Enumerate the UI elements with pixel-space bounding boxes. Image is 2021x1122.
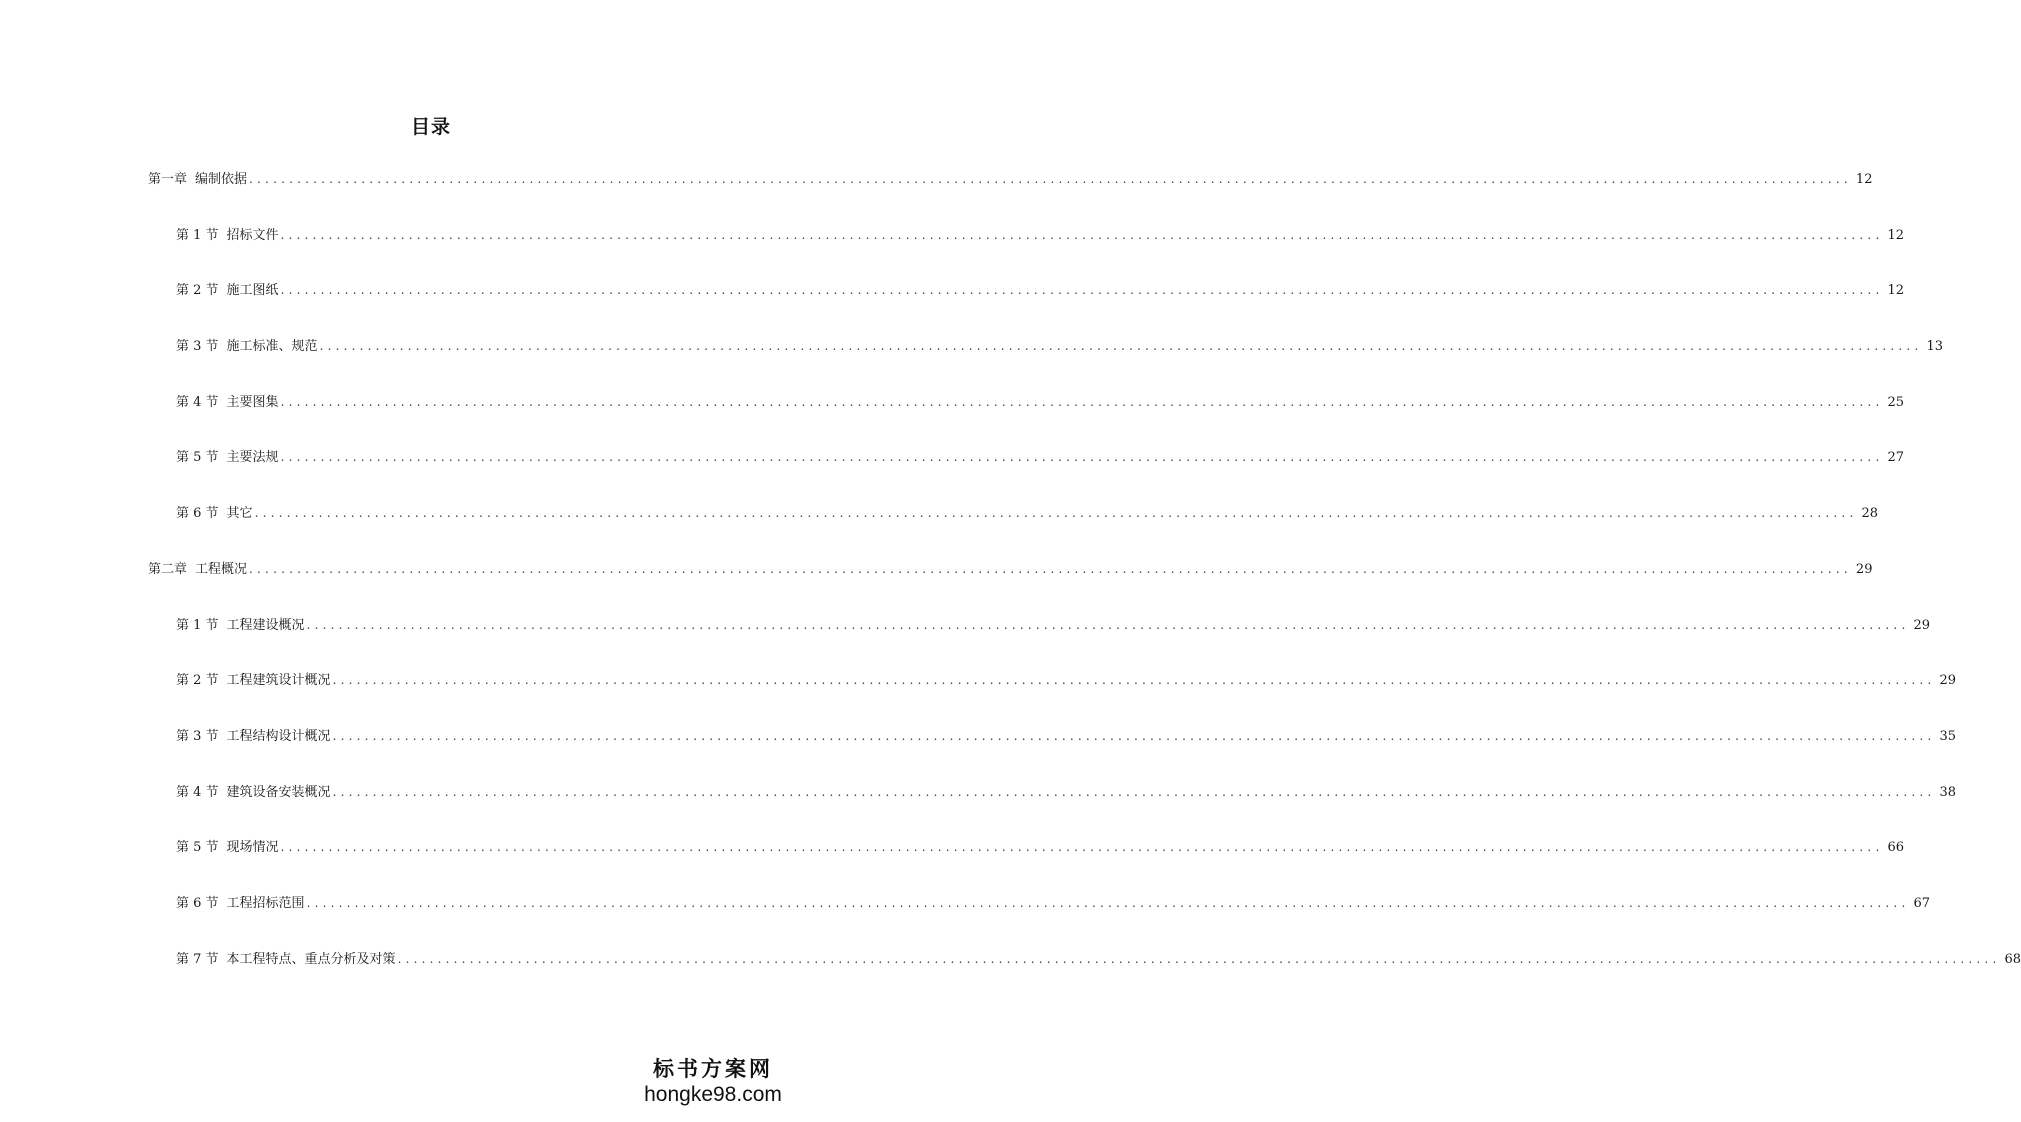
toc-entry-section[interactable]: [148, 448, 1904, 504]
table-of-contents: [148, 170, 2021, 1005]
toc-entry-page: 29: [1939, 673, 1956, 689]
toc-entry-page: 38: [1939, 784, 1956, 800]
toc-entry-section[interactable]: [148, 337, 1943, 393]
toc-entry-section[interactable]: [148, 727, 1956, 783]
toc-dot-leader: ........................................................................................................................................................................................................: [280, 840, 1884, 855]
watermark-brand-name: 标书方案网: [653, 1056, 773, 1081]
toc-entry-number: 第 3 节: [176, 728, 219, 744]
toc-entry-title: 编制依据: [195, 172, 248, 187]
toc-dot-leader: ........................................................................................................................................................................................................: [306, 617, 1910, 632]
toc-entry-page: 66: [1887, 840, 1904, 856]
toc-entry-section[interactable]: [148, 616, 1930, 672]
toc-entry-title: 工程招标范围: [226, 895, 305, 911]
toc-entry-title: 工程建设概况: [226, 617, 305, 633]
toc-entry-section[interactable]: [148, 671, 1956, 727]
toc-entry-number: 第二章: [148, 561, 188, 577]
toc-dot-leader: ........................................................................................................................................................................................................: [249, 172, 1852, 186]
toc-entry-number: 第 2 节: [176, 283, 219, 299]
toc-entry-section[interactable]: [148, 504, 1878, 560]
toc-entry-number: 第 5 节: [176, 450, 219, 466]
toc-entry-chapter[interactable]: [148, 560, 1873, 616]
toc-dot-leader: ........................................................................................................................................................................................................: [280, 450, 1884, 465]
toc-title: 目录: [410, 116, 451, 138]
toc-entry-page: 27: [1887, 450, 1904, 466]
toc-entry-section[interactable]: [148, 393, 1904, 449]
toc-entry-page: 29: [1855, 561, 1873, 577]
toc-entry-title: 施工标准、规范: [226, 339, 318, 355]
toc-entry-section[interactable]: [148, 838, 1904, 894]
toc-entry-title: 工程建筑设计概况: [226, 673, 331, 689]
toc-entry-number: 第 1 节: [176, 617, 219, 633]
watermark-logo: [643, 1056, 783, 1108]
toc-title-container: [148, 112, 714, 139]
toc-entry-number: 第 4 节: [176, 784, 219, 800]
toc-entry-page: 28: [1861, 506, 1878, 522]
toc-dot-leader: ........................................................................................................................................................................................................: [254, 506, 1858, 521]
toc-dot-leader: ........................................................................................................................................................................................................: [306, 895, 1910, 910]
toc-entry-title: 施工图纸: [226, 283, 279, 299]
toc-entry-title: 招标文件: [226, 227, 279, 243]
toc-entry-page: 13: [1926, 339, 1943, 355]
toc-entry-section[interactable]: [148, 783, 1956, 839]
toc-dot-leader: ........................................................................................................................................................................................................: [249, 561, 1852, 576]
toc-entry-number: 第一章: [148, 172, 188, 187]
watermark-domain: hongke98.com: [644, 1083, 782, 1106]
toc-dot-leader: ........................................................................................................................................................................................................: [280, 394, 1884, 409]
toc-entry-number: 第 2 节: [176, 673, 219, 689]
toc-entry-number: 第 1 节: [176, 227, 219, 243]
toc-dot-leader: ........................................................................................................................................................................................................: [332, 728, 1936, 743]
toc-entry-section[interactable]: [148, 281, 1904, 337]
toc-dot-leader: ........................................................................................................................................................................................................: [332, 673, 1936, 688]
toc-entry-number: 第 5 节: [176, 840, 219, 856]
toc-entry-title: 主要法规: [226, 450, 279, 466]
toc-entry-page: 68: [2004, 951, 2021, 967]
toc-entry-title: 其它: [226, 506, 253, 522]
toc-entry-chapter[interactable]: [148, 170, 1873, 226]
toc-dot-leader: ........................................................................................................................................................................................................: [397, 951, 2001, 966]
toc-entry-page: 25: [1887, 394, 1904, 410]
toc-entry-number: 第 7 节: [176, 951, 219, 967]
toc-entry-title: 工程结构设计概况: [226, 728, 331, 744]
toc-entry-title: 建筑设备安装概况: [226, 784, 331, 800]
toc-entry-number: 第 6 节: [176, 506, 219, 522]
toc-entry-section[interactable]: [148, 226, 1904, 282]
toc-entry-title: 主要图集: [226, 394, 279, 410]
toc-dot-leader: ........................................................................................................................................................................................................: [280, 283, 1884, 298]
toc-entry-title: 现场情况: [226, 840, 279, 856]
toc-entry-number: 第 4 节: [176, 394, 219, 410]
toc-entry-section[interactable]: [148, 894, 1930, 950]
toc-entry-number: 第 6 节: [176, 895, 219, 911]
toc-entry-number: 第 3 节: [176, 339, 219, 355]
toc-entry-title: 本工程特点、重点分析及对策: [226, 951, 396, 967]
toc-entry-page: 12: [1887, 227, 1904, 243]
toc-entry-page: 12: [1855, 172, 1873, 187]
toc-dot-leader: ........................................................................................................................................................................................................: [319, 339, 1923, 354]
toc-entry-page: 67: [1913, 895, 1930, 911]
toc-entry-title: 工程概况: [195, 561, 248, 577]
toc-entry-section[interactable]: [148, 950, 2021, 1006]
toc-dot-leader: ........................................................................................................................................................................................................: [332, 784, 1936, 799]
toc-entry-page: 12: [1887, 283, 1904, 299]
toc-entry-page: 35: [1939, 728, 1956, 744]
toc-dot-leader: ........................................................................................................................................................................................................: [280, 227, 1884, 242]
toc-entry-page: 29: [1913, 617, 1930, 633]
